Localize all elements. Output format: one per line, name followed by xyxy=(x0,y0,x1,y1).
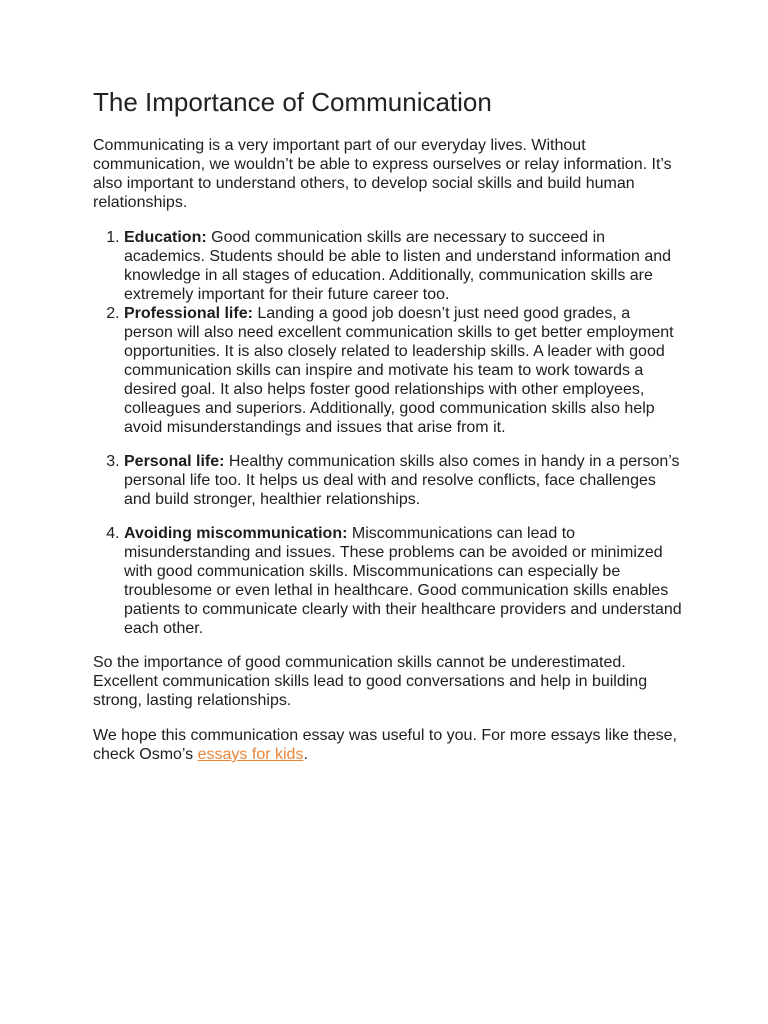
closing-text: We hope this communication essay was useful to you. For more essays like these, check Osmo’s xyxy=(93,727,677,763)
list-item-heading: Education: xyxy=(124,229,207,246)
page-title: The Importance of Communication xyxy=(93,87,492,117)
list-item-education xyxy=(124,228,683,304)
list-item-text: Healthy communication skills also comes in handy in a person’s personal life too. It helps us deal with and resolve conflicts, face challenges and build stronger, healthier relationships. xyxy=(124,453,680,508)
list-item-professional-life xyxy=(124,304,683,437)
list-item-heading: Avoiding miscommunication: xyxy=(124,525,348,542)
closing-paragraph xyxy=(93,726,683,764)
list-item-heading: Personal life: xyxy=(124,453,225,470)
list-item-personal-life xyxy=(124,452,683,509)
list-item-text: Landing a good job doesn’t just need good grades, a person will also need excellent communication skills to get better employment opportunities. It is also closely related to leadership skills. A leader with good communication skills can inspire and motivate his team to work towards a desired goal. It also helps foster good relationships with other employees, colleagues and superiors. Additionally, good communication skills also help avoid misunderstandings and issues that arise from it. xyxy=(124,305,674,436)
list-item-text: Good communication skills are necessary to succeed in academics. Students should be able to listen and understand information and knowledge in all stages of education. Additionally, communication skills are extremely important for their future career too. xyxy=(124,229,672,303)
intro-paragraph: Communicating is a very important part of our everyday lives. Without communication, we wouldn’t be able to express ourselves or relay information. It’s also important to understand others, to develop social skills and build human relationships. xyxy=(93,137,672,211)
list-item-text: Miscommunications can lead to misunderstanding and issues. These problems can be avoided or minimized with good communication skills. Miscommunications can especially be troublesome or even lethal in healthcare. Good communication skills enables patients to communicate clearly with their healthcare providers and understand each other. xyxy=(124,525,682,637)
importance-list xyxy=(93,228,683,638)
list-item-avoiding-miscommunication xyxy=(124,524,683,638)
list-item-heading: Professional life: xyxy=(124,305,253,322)
essays-for-kids-link[interactable]: essays for kids xyxy=(197,746,304,763)
conclusion-paragraph: So the importance of good communication skills cannot be underestimated. Excellent communication skills lead to good conversations and help in building strong, lasting relationships. xyxy=(93,654,648,709)
closing-period: . xyxy=(303,746,308,763)
document-page xyxy=(93,84,683,764)
